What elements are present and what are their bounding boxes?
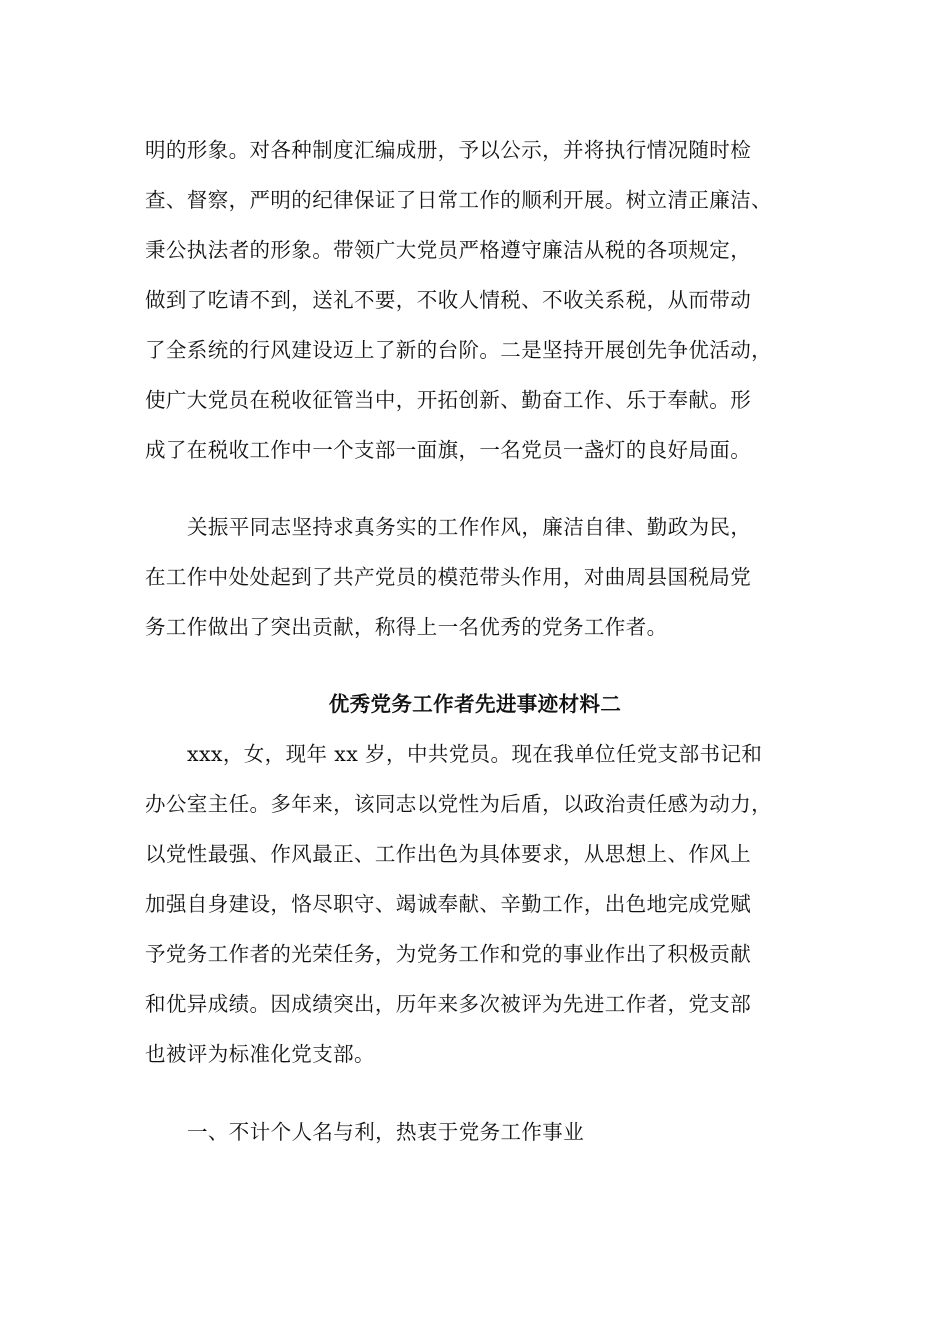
paragraph-1-line-2: 查、督察，严明的纪律保证了日常工作的顺利开展。树立清正廉洁、 (145, 188, 772, 212)
paragraph-3-line-7: 也被评为标准化党支部。 (145, 1042, 375, 1066)
paragraph-2-line-3: 务工作做出了突出贡献，称得上一名优秀的党务工作者。 (145, 615, 668, 639)
paragraph-1-line-1: 明的形象。对各种制度汇编成册，予以公示，并将执行情况随时检 (145, 138, 752, 162)
paragraph-1-line-5: 了全系统的行风建设迈上了新的台阶。二是坚持开展创先争优活动， (145, 338, 772, 362)
paragraph-2-line-1: 关振平同志坚持求真务实的工作作风，廉洁自律、勤政为民， (187, 515, 752, 539)
paragraph-1-line-4: 做到了吃请不到，送礼不要，不收人情税、不收关系税，从而带动 (145, 288, 752, 312)
paragraph-3-line-3: 以党性最强、作风最正、工作出色为具体要求，从思想上、作风上 (145, 842, 752, 866)
paragraph-2-line-2: 在工作中处处起到了共产党员的模范带头作用，对曲周县国税局党 (145, 565, 752, 589)
paragraph-1-line-7: 成了在税收工作中一个支部一面旗，一名党员一盏灯的良好局面。 (145, 438, 752, 462)
paragraph-1-line-3: 秉公执法者的形象。带领广大党员严格遵守廉洁从税的各项规定， (145, 238, 752, 262)
paragraph-3-line-2: 办公室主任。多年来，该同志以党性为后盾，以政治责任感为动力， (145, 792, 772, 816)
paragraph-3-line-1: xxx，女，现年 xx 岁，中共党员。现在我单位任党支部书记和 (187, 742, 763, 766)
section-title: 优秀党务工作者先进事迹材料二 (328, 692, 622, 716)
paragraph-3-line-5: 予党务工作者的光荣任务，为党务工作和党的事业作出了积极贡献 (145, 942, 752, 966)
paragraph-1-line-6: 使广大党员在税收征管当中，开拓创新、勤奋工作、乐于奉献。形 (145, 388, 752, 412)
paragraph-3-line-6: 和优异成绩。因成绩突出，历年来多次被评为先进工作者，党支部 (145, 992, 752, 1016)
subheading: 一、不计个人名与利，热衷于党务工作事业 (187, 1120, 585, 1144)
paragraph-3-line-4: 加强自身建设，恪尽职守、竭诚奉献、辛勤工作，出色地完成党赋 (145, 892, 752, 916)
